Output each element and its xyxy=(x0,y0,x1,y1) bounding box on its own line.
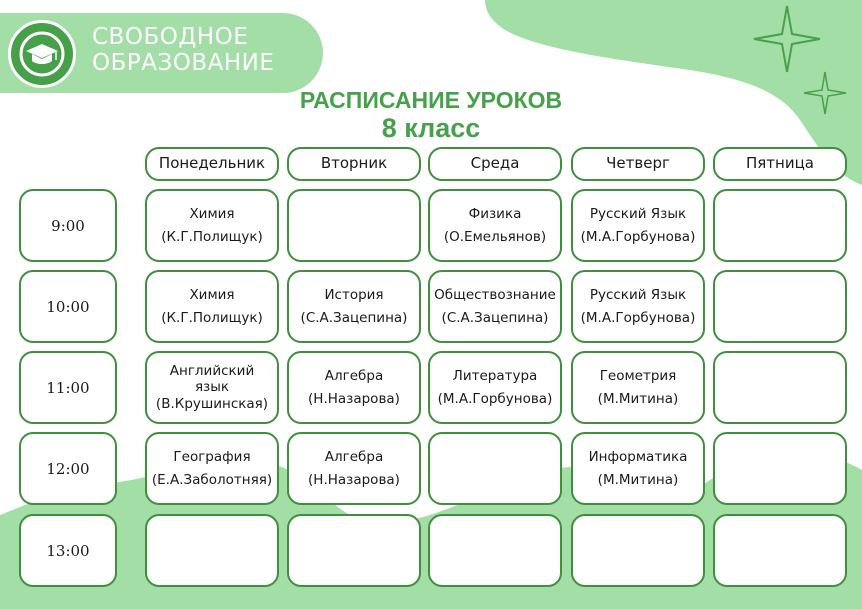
class-subtitle: 8 класс xyxy=(381,113,481,143)
lesson-teacher: (Н.Назарова) xyxy=(308,391,400,407)
day-header: Пятница xyxy=(713,147,847,181)
lesson-teacher: (М.А.Горбунова) xyxy=(580,229,696,245)
lesson-teacher: (О.Емельянов) xyxy=(443,229,547,245)
lesson-teacher: (К.Г.Полищук) xyxy=(161,229,263,245)
lesson-cell xyxy=(571,351,705,424)
time-slot: 12:00 xyxy=(19,432,117,505)
lesson-subject: Обществознание xyxy=(434,287,556,303)
lesson-cell xyxy=(145,270,279,343)
day-header: Понедельник xyxy=(145,147,279,181)
lesson-cell xyxy=(287,432,421,505)
lesson-cell xyxy=(713,432,847,505)
brand-line-1: СВОБОДНОЕ xyxy=(92,24,249,50)
lesson-subject: Физика xyxy=(468,206,522,222)
lesson-teacher: (С.А.Зацепина) xyxy=(441,310,549,326)
lesson-subject: Английский язык xyxy=(169,362,255,395)
lesson-subject: Алгебра xyxy=(324,449,384,465)
lesson-cell xyxy=(145,432,279,505)
lesson-teacher: (М.А.Горбунова) xyxy=(580,310,696,326)
lesson-subject: Литература xyxy=(452,368,538,384)
lesson-subject: История xyxy=(324,287,384,303)
day-header: Среда xyxy=(428,147,562,181)
lesson-cell xyxy=(571,432,705,505)
lesson-cell xyxy=(428,514,562,587)
lesson-teacher: (М.А.Горбунова) xyxy=(437,391,553,407)
lesson-cell xyxy=(428,270,562,343)
brand-name xyxy=(92,24,274,76)
lesson-cell xyxy=(145,514,279,587)
lesson-cell xyxy=(428,432,562,505)
lesson-cell xyxy=(145,189,279,262)
lesson-cell xyxy=(428,351,562,424)
page-title: РАСПИСАНИЕ УРОКОВ xyxy=(299,87,563,113)
lesson-cell xyxy=(713,270,847,343)
lesson-cell xyxy=(287,189,421,262)
time-slot: 11:00 xyxy=(19,351,117,424)
lesson-subject: Химия xyxy=(189,206,235,222)
lesson-cell xyxy=(713,351,847,424)
lesson-cell xyxy=(145,351,279,424)
lesson-cell xyxy=(571,514,705,587)
time-slot: 10:00 xyxy=(19,270,117,343)
lesson-teacher: (С.А.Зацепина) xyxy=(300,310,408,326)
time-slot: 9:00 xyxy=(19,189,117,262)
lesson-teacher: (М.Митина) xyxy=(597,391,679,407)
graduation-cap-icon xyxy=(11,23,73,85)
lesson-cell xyxy=(713,514,847,587)
lesson-subject: Геометрия xyxy=(599,368,677,384)
lesson-cell xyxy=(287,351,421,424)
time-slot: 13:00 xyxy=(19,514,117,587)
logo xyxy=(8,20,76,88)
sparkle-star-icon xyxy=(752,4,822,74)
lesson-teacher: (Н.Назарова) xyxy=(308,472,400,488)
lesson-subject: Алгебра xyxy=(324,368,384,384)
lesson-subject: Русский Язык xyxy=(589,206,687,222)
lesson-subject: Химия xyxy=(189,287,235,303)
lesson-cell xyxy=(287,514,421,587)
lesson-cell xyxy=(571,270,705,343)
lesson-cell xyxy=(571,189,705,262)
lesson-teacher: (М.Митина) xyxy=(597,472,679,488)
lesson-cell xyxy=(287,270,421,343)
lesson-subject: География xyxy=(173,449,251,465)
lesson-cell xyxy=(428,189,562,262)
lesson-subject: Информатика xyxy=(588,449,688,465)
lesson-teacher: (Е.А.Заболотняя) xyxy=(151,472,273,488)
day-header: Четверг xyxy=(571,147,705,181)
lesson-teacher: (В.Крушинская) xyxy=(155,395,269,412)
lesson-subject: Русский Язык xyxy=(589,287,687,303)
day-header: Вторник xyxy=(287,147,421,181)
brand-line-2: ОБРАЗОВАНИЕ xyxy=(92,50,275,76)
lesson-cell xyxy=(713,189,847,262)
lesson-teacher: (К.Г.Полищук) xyxy=(161,310,263,326)
